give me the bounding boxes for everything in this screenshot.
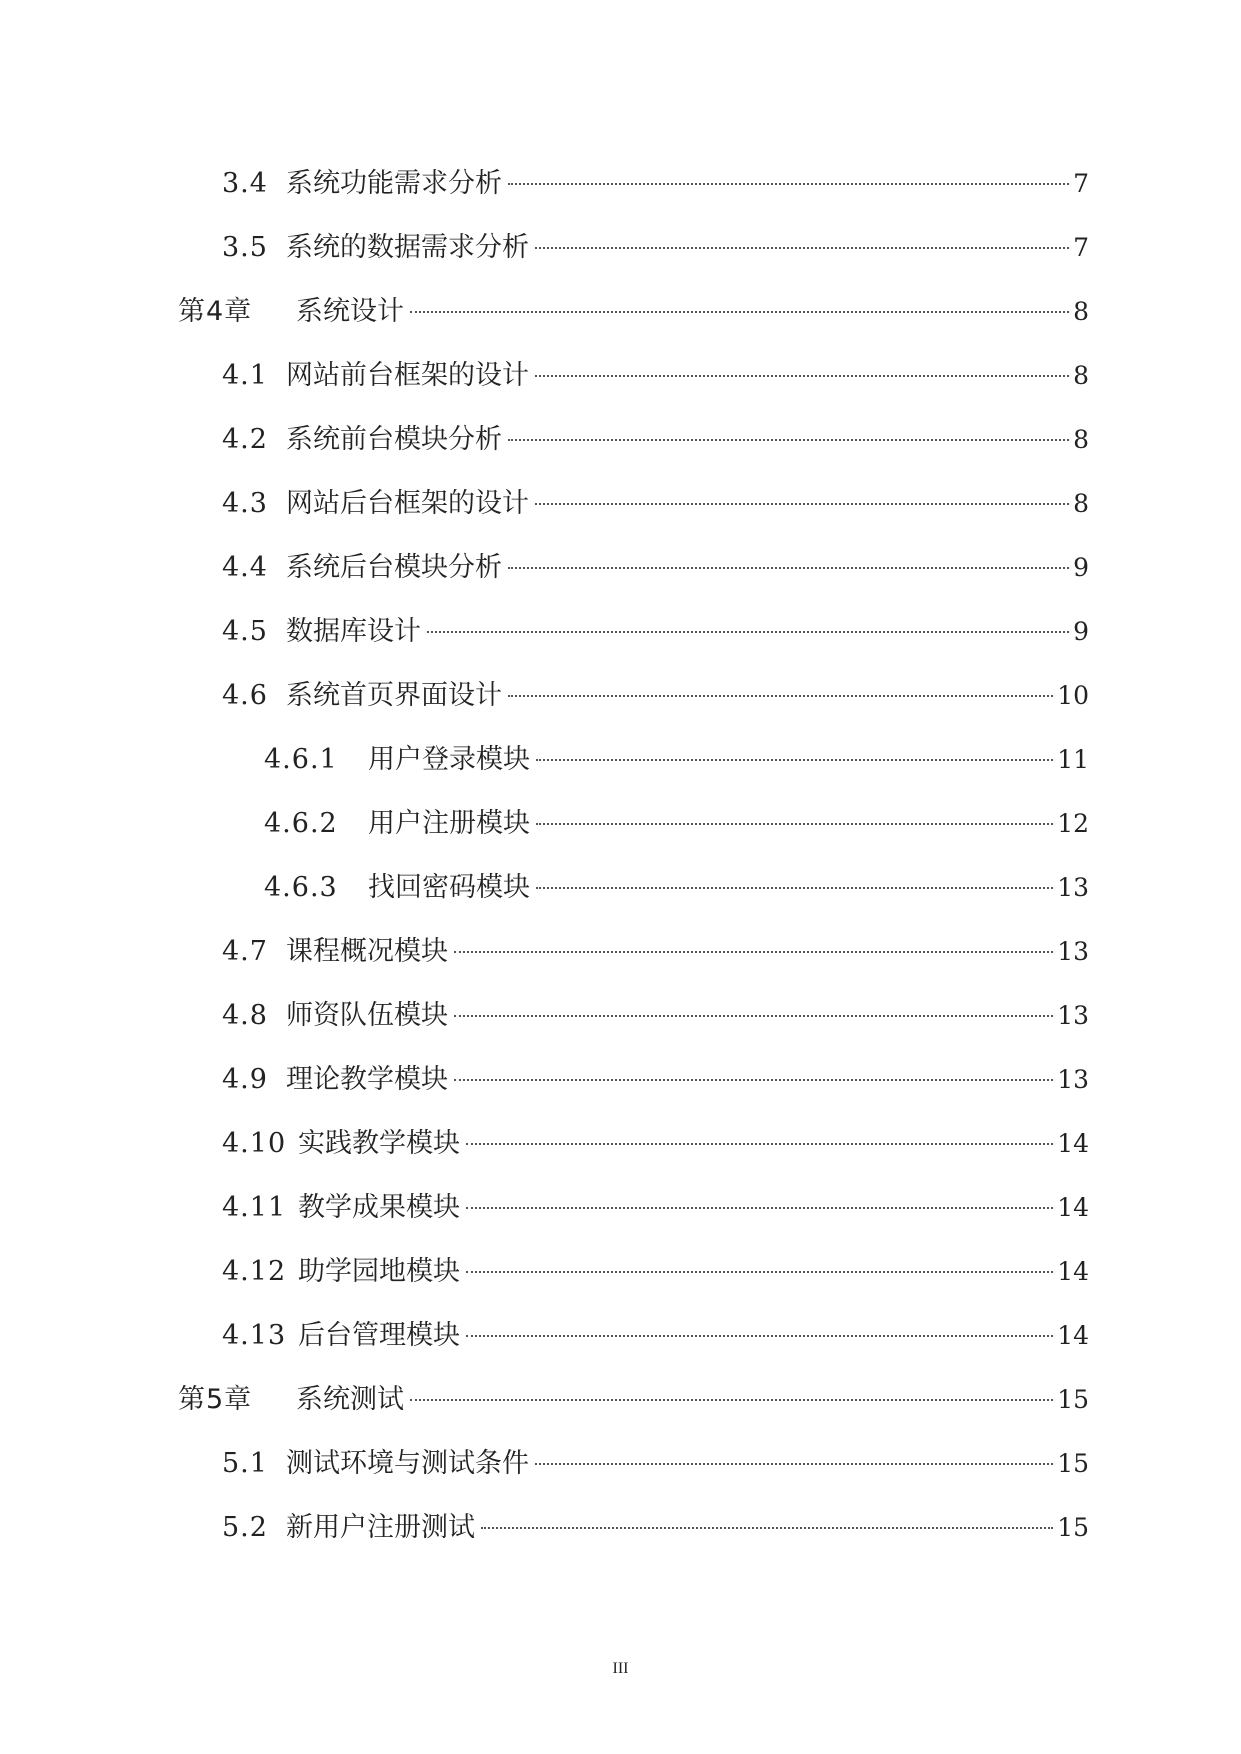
dot-leader: [535, 503, 1069, 505]
toc-entry-page: 7: [1073, 233, 1089, 262]
dot-leader: [536, 759, 1053, 761]
toc-entry-page: 8: [1073, 361, 1089, 390]
toc-entry[interactable]: [222, 678, 1089, 714]
toc-entry-title: 教学成果模块: [298, 1192, 460, 1223]
toc-entry[interactable]: [222, 230, 1089, 266]
toc-entry-title: 测试环境与测试条件: [286, 1448, 529, 1479]
toc-entry-title: 系统设计: [296, 296, 404, 327]
toc-entry[interactable]: [222, 166, 1089, 202]
toc-entry-title: 网站前台框架的设计: [286, 360, 529, 391]
toc-entry-page: 8: [1073, 297, 1089, 326]
toc-entry-number: 4.6: [222, 680, 268, 711]
toc-entry-title: 用户登录模块: [368, 744, 530, 775]
toc-entry[interactable]: [222, 550, 1089, 586]
toc-entry-number: 4.10: [222, 1128, 287, 1159]
toc-entry-page: 14: [1057, 1257, 1089, 1286]
dot-leader: [466, 1207, 1053, 1209]
dot-leader: [466, 1271, 1053, 1273]
toc-entry[interactable]: [222, 1254, 1089, 1290]
toc-subentry[interactable]: [264, 806, 1089, 842]
dot-leader: [481, 1527, 1053, 1529]
toc-entry[interactable]: [222, 1446, 1089, 1482]
toc-entry[interactable]: [222, 486, 1089, 522]
toc-entry-page: 12: [1057, 809, 1089, 838]
toc-entry-number: 4.13: [222, 1320, 287, 1351]
toc-entry[interactable]: [222, 358, 1089, 394]
toc-entry-number: 4.9: [222, 1064, 268, 1095]
toc-subentry[interactable]: [264, 742, 1089, 778]
toc-entry-page: 10: [1057, 681, 1089, 710]
toc-chapter-entry[interactable]: [178, 1382, 1089, 1418]
dot-leader: [508, 183, 1069, 185]
dot-leader: [536, 823, 1053, 825]
toc-entry-title: 用户注册模块: [368, 808, 530, 839]
toc-entry-number: 4.8: [222, 1000, 268, 1031]
toc-entry-title: 数据库设计: [286, 616, 421, 647]
toc-entry-page: 15: [1057, 1449, 1089, 1478]
toc-subentry[interactable]: [264, 870, 1089, 906]
toc-entry-title: 系统测试: [296, 1384, 404, 1415]
dot-leader: [535, 1463, 1053, 1465]
toc-entry[interactable]: [222, 1318, 1089, 1354]
toc-entry[interactable]: [222, 998, 1089, 1034]
toc-entry-number: 3.4: [222, 168, 268, 199]
toc-entry-number: 4.6.1: [264, 744, 338, 775]
toc-entry-number: 5.1: [222, 1448, 268, 1479]
toc-entry-number: 4.6.2: [264, 808, 338, 839]
page-number: III: [612, 1660, 629, 1677]
toc-entry-title: 系统首页界面设计: [286, 680, 502, 711]
toc-entry-page: 14: [1057, 1321, 1089, 1350]
dot-leader: [454, 1015, 1053, 1017]
toc-entry-number: 4.4: [222, 552, 268, 583]
toc-entry-number: 4.1: [222, 360, 268, 391]
toc-entry-page: 15: [1057, 1513, 1089, 1542]
toc-entry-page: 13: [1057, 873, 1089, 902]
toc-entry-number: 4.6.3: [264, 872, 338, 903]
toc-entry-number: 第4章: [178, 296, 253, 327]
toc-entry-page: 15: [1057, 1385, 1089, 1414]
toc-entry-page: 11: [1057, 745, 1089, 774]
toc-entry-page: 8: [1073, 425, 1089, 454]
dot-leader: [508, 695, 1053, 697]
dot-leader: [535, 247, 1069, 249]
dot-leader: [410, 1399, 1053, 1401]
toc-entry-title: 系统功能需求分析: [286, 168, 502, 199]
toc-entry[interactable]: [222, 1190, 1089, 1226]
dot-leader: [508, 439, 1069, 441]
dot-leader: [536, 887, 1053, 889]
toc-entry-title: 系统前台模块分析: [286, 424, 502, 455]
toc-entry-title: 实践教学模块: [298, 1128, 460, 1159]
toc-entry-title: 理论教学模块: [286, 1064, 448, 1095]
toc-entry-page: 13: [1057, 1065, 1089, 1094]
toc-entry-number: 4.7: [222, 936, 268, 967]
dot-leader: [535, 375, 1069, 377]
toc-entry-title: 师资队伍模块: [286, 1000, 448, 1031]
dot-leader: [410, 311, 1069, 313]
toc-entry-number: 4.11: [222, 1192, 287, 1223]
dot-leader: [427, 631, 1069, 633]
toc-entry[interactable]: [222, 1062, 1089, 1098]
dot-leader: [454, 951, 1053, 953]
dot-leader: [466, 1335, 1053, 1337]
toc-entry-title: 系统的数据需求分析: [286, 232, 529, 263]
toc-entry-title: 找回密码模块: [368, 872, 530, 903]
toc-entry-page: 9: [1073, 617, 1089, 646]
toc-entry[interactable]: [222, 1126, 1089, 1162]
toc-entry-number: 3.5: [222, 232, 268, 263]
toc-entry-page: 14: [1057, 1193, 1089, 1222]
toc-entry-number: 5.2: [222, 1512, 268, 1543]
toc-entry-page: 7: [1073, 169, 1089, 198]
toc-entry[interactable]: [222, 1510, 1089, 1546]
toc-entry-page: 13: [1057, 937, 1089, 966]
toc-entry-number: 4.2: [222, 424, 268, 455]
toc-entry-page: 14: [1057, 1129, 1089, 1158]
toc-entry-title: 后台管理模块: [298, 1320, 460, 1351]
toc-chapter-entry[interactable]: [178, 294, 1089, 330]
toc-entry-title: 系统后台模块分析: [286, 552, 502, 583]
dot-leader: [466, 1143, 1053, 1145]
toc-entry[interactable]: [222, 934, 1089, 970]
dot-leader: [508, 567, 1069, 569]
toc-entry-page: 13: [1057, 1001, 1089, 1030]
toc-entry[interactable]: [222, 614, 1089, 650]
toc-entry-title: 网站后台框架的设计: [286, 488, 529, 519]
toc-entry-page: 9: [1073, 553, 1089, 582]
toc-entry-number: 4.5: [222, 616, 268, 647]
toc-entry-title: 助学园地模块: [298, 1256, 460, 1287]
toc-entry-title: 新用户注册测试: [286, 1512, 475, 1543]
toc-entry-number: 4.3: [222, 488, 268, 519]
toc-entry-title: 课程概况模块: [286, 936, 448, 967]
toc-entry-page: 8: [1073, 489, 1089, 518]
dot-leader: [454, 1079, 1053, 1081]
toc-entry-number: 4.12: [222, 1256, 287, 1287]
toc-entry-number: 第5章: [178, 1384, 253, 1415]
toc-entry[interactable]: [222, 422, 1089, 458]
